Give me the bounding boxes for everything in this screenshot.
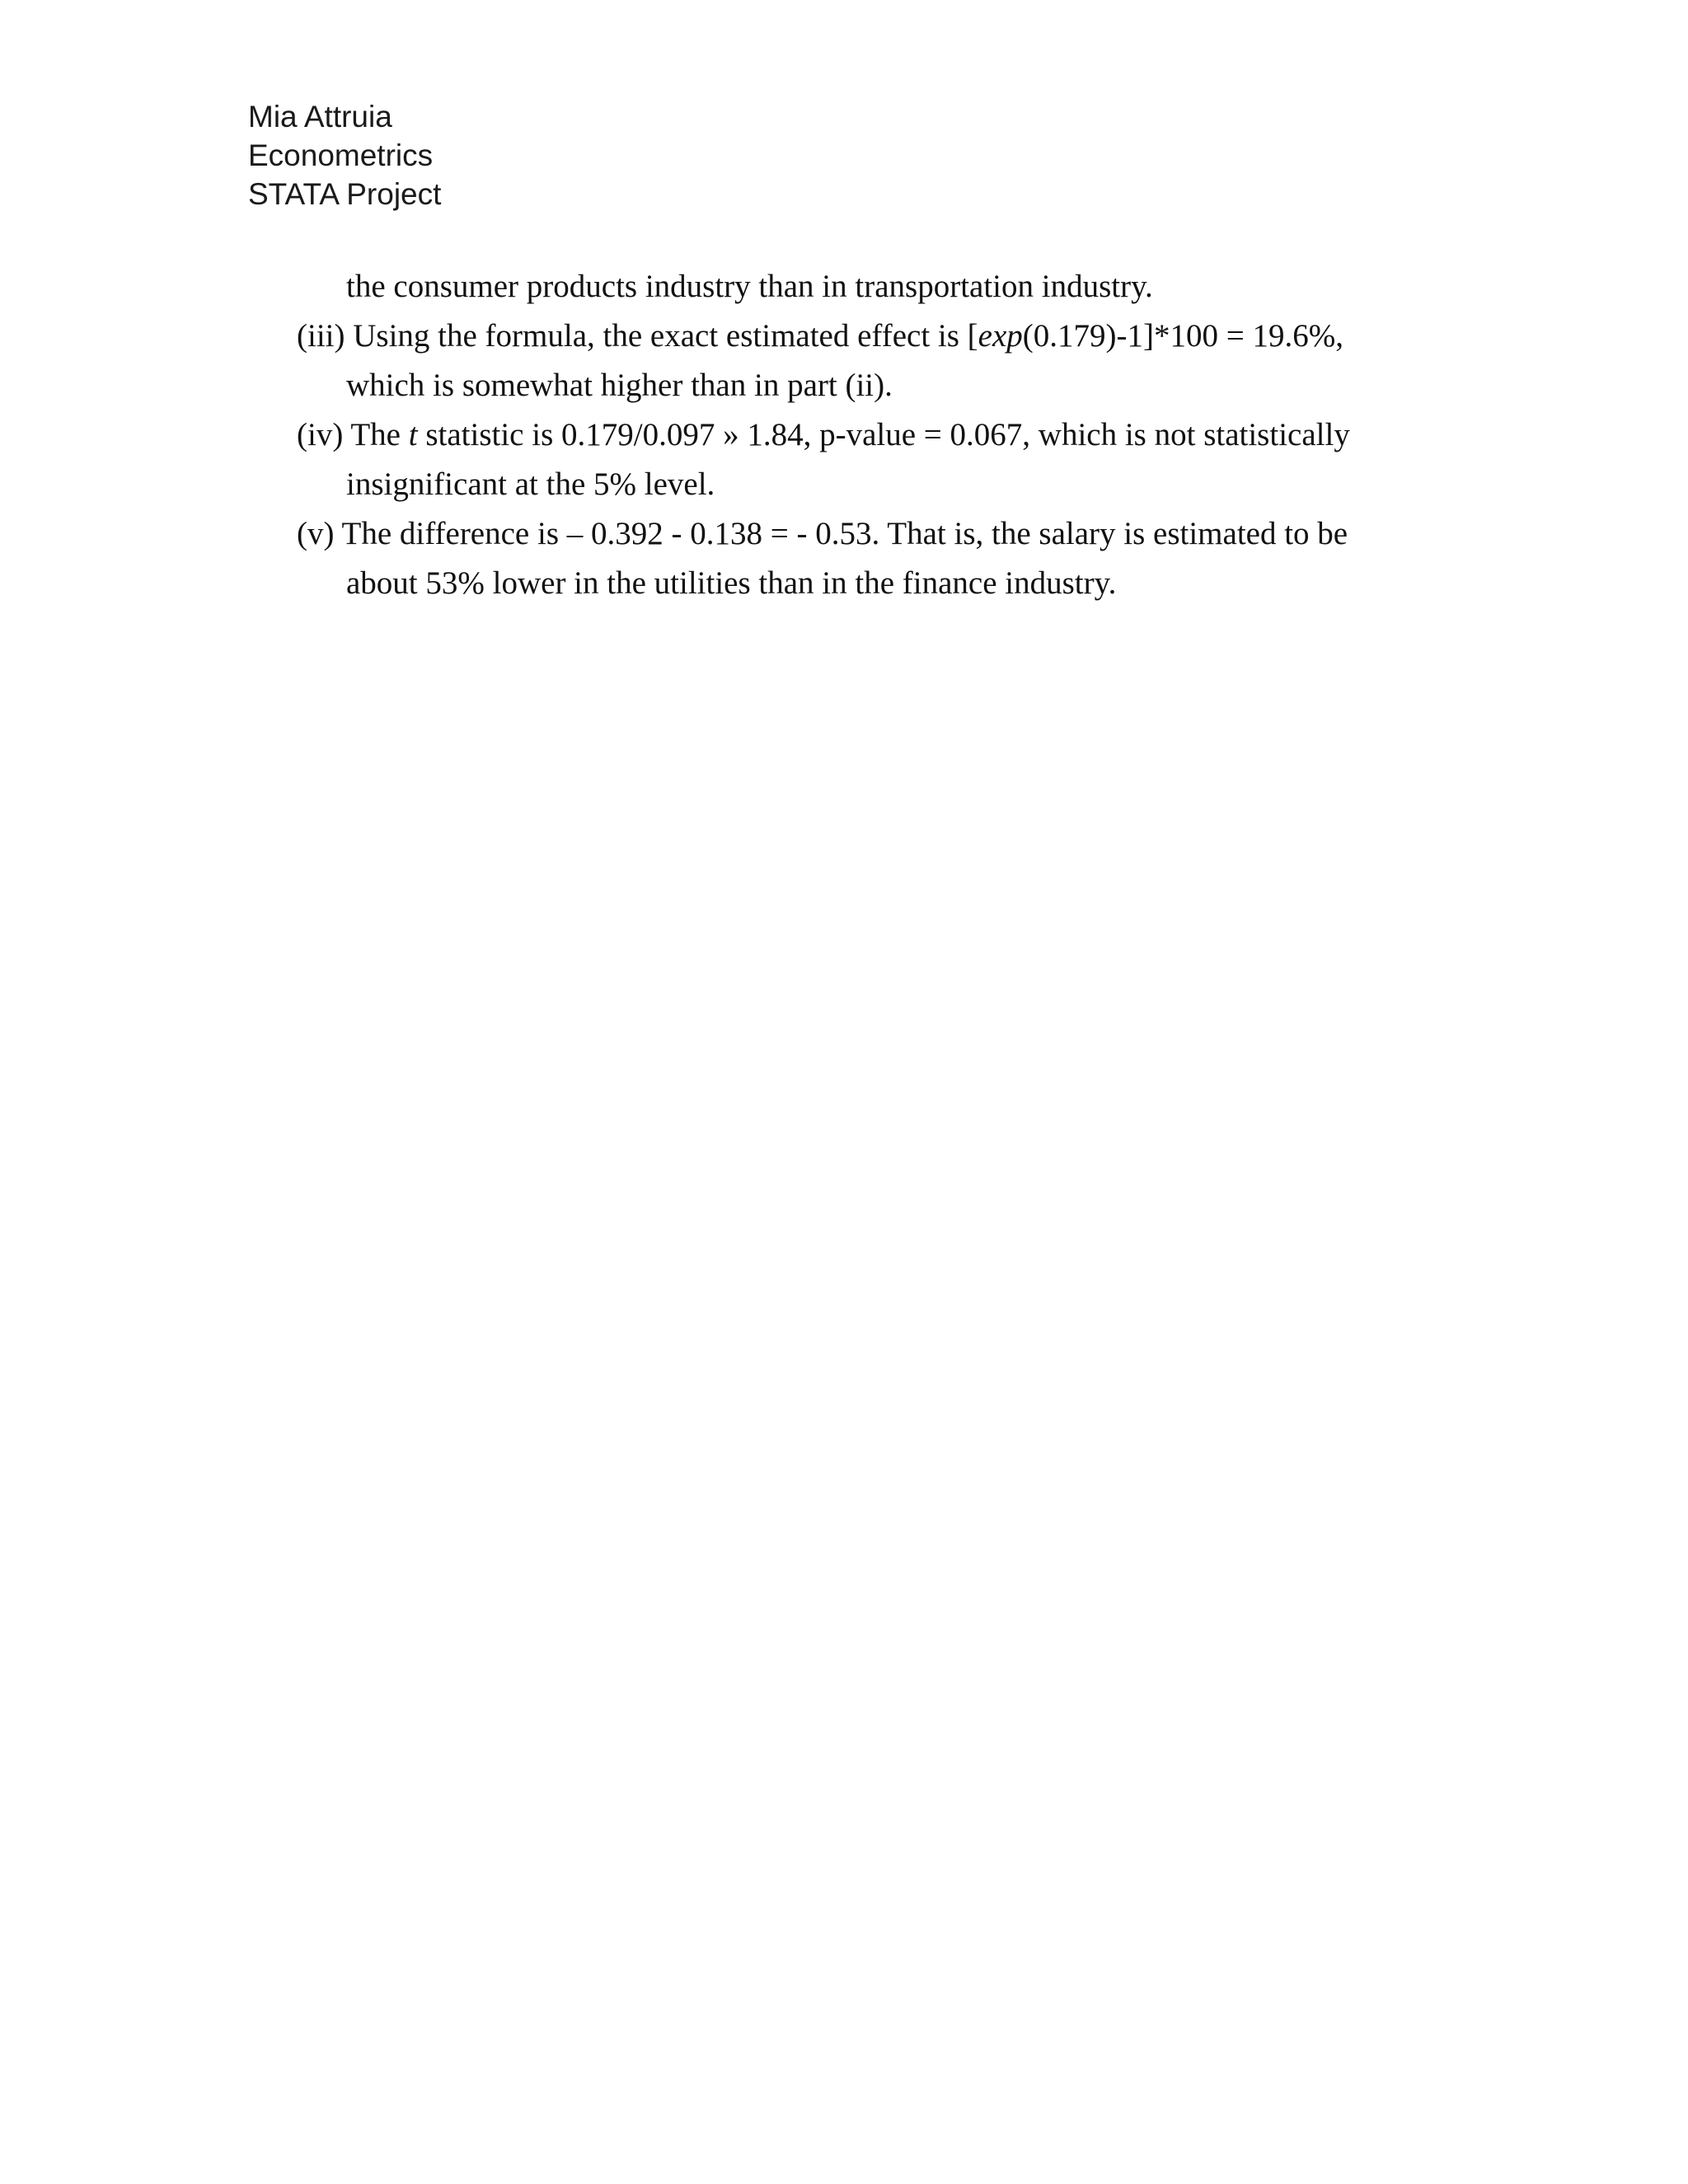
author-name: Mia Attruia <box>248 100 392 134</box>
answer-iv-prefix: (iv) The <box>297 417 409 452</box>
continuation-line: the consumer products industry than in transportation industry. <box>346 269 1153 304</box>
answer-iii-continuation: which is somewhat higher than in part (ii). <box>346 368 893 403</box>
answer-iv <box>297 410 1401 460</box>
answer-iii-italic: exp <box>978 318 1023 354</box>
answer-v: (v) The difference is – 0.392 - 0.138 = - 0.53. That is, the salary is estimated to be <box>297 516 1348 551</box>
document-body <box>297 262 1401 608</box>
project-title: STATA Project <box>248 177 442 211</box>
answer-iii-prefix: (iii) Using the formula, the exact estimated effect is [ <box>297 318 978 354</box>
answer-iv-suffix: statistic is 0.179/0.097 » 1.84, p-value = 0.067, which is not statistically <box>417 417 1350 452</box>
answer-iii <box>297 312 1401 361</box>
answer-iv-continuation: insignificant at the 5% level. <box>346 466 715 502</box>
course-name: Econometrics <box>248 138 434 172</box>
answer-iv-italic: t <box>408 417 418 452</box>
answer-v-continuation: about 53% lower in the utilities than in the finance industry. <box>346 565 1117 601</box>
answer-iii-suffix: (0.179)-1]*100 = 19.6%, <box>1022 318 1343 354</box>
document-header <box>248 97 441 213</box>
